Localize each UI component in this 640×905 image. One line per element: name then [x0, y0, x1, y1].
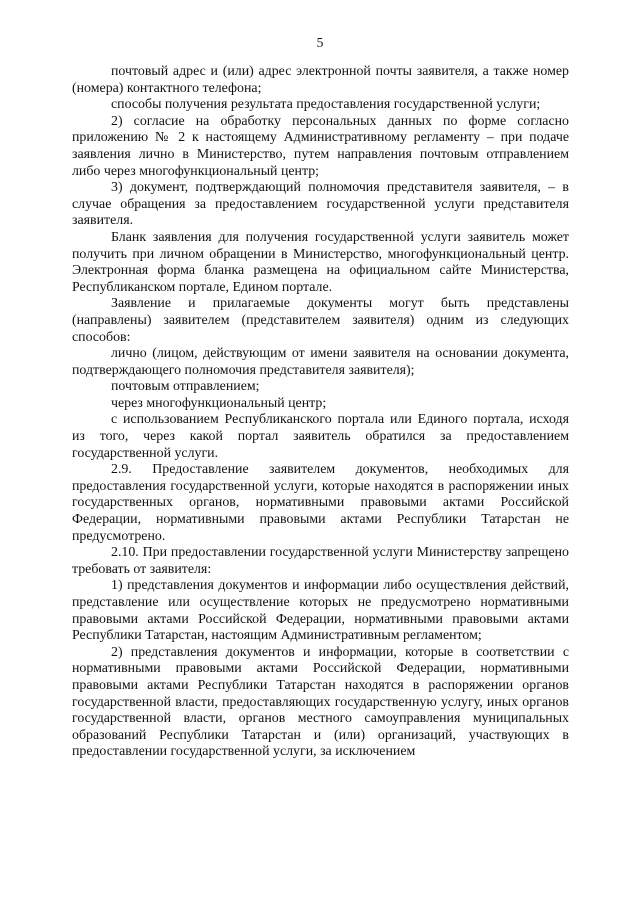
paragraph: Бланк заявления для получения государственной услуги заявитель может получить при личном обращении в Министерство, многофункциональный центр. Электронная форма бланка размещена на официальном сайте Министерства, Республиканском портале, Едином портале.: [72, 229, 569, 295]
paragraph: с использованием Республиканского портала или Единого портала, исходя из того, через какой портал заявитель обратился за предоставлением государственной услуги.: [72, 412, 569, 461]
paragraph: через многофункциональный центр;: [111, 395, 327, 411]
paragraph: лично (лицом, действующим от имени заявителя на основании документа, подтверждающего полномочия представителя заявителя);: [72, 346, 569, 378]
paragraph: почтовый адрес и (или) адрес электронной почты заявителя, а также номер (номера) контактного телефона;: [72, 64, 569, 96]
paragraph: 2) представления документов и информации, которые в соответствии с нормативными правовыми актами Российской Федерации, нормативными правовыми актами Республики Татарстан находятся в распоряжении органов государственной власти, предоставляющих государственную услугу, иных органов государственной власти, органов местного самоуправления муниципальных образований Республики Татарстан и (или) организаций, участвующих в предоставлении государственной услуги, за исключением: [72, 644, 569, 760]
paragraph: 2.9. Предоставление заявителем документов, необходимых для предоставления государственной услуги, которые находятся в распоряжении иных государственных органов, нормативными правовыми актами Российской Федерации, нормативными правовыми актами Республики Татарстан не предусмотрено.: [72, 462, 569, 544]
paragraph: 2.10. При предоставлении государственной услуги Министерству запрещено требовать от заявителя:: [72, 545, 569, 577]
document-body: [72, 64, 569, 761]
paragraph: Заявление и прилагаемые документы могут быть представлены (направлены) заявителем (представителем заявителя) одним из следующих способов:: [72, 296, 569, 345]
paragraph: 1) представления документов и информации либо осуществления действий, представление или осуществление которых не предусмотрено нормативными правовыми актами Российской Федерации, нормативными правовыми актами Республики Татарстан, настоящим Административным регламентом;: [72, 578, 569, 644]
page-number: 5: [316, 35, 324, 50]
paragraph: почтовым отправлением;: [111, 379, 260, 395]
paragraph: способы получения результата предоставления государственной услуги;: [111, 97, 541, 113]
paragraph: 3) документ, подтверждающий полномочия представителя заявителя, – в случае обращения за предоставлением государственной услуги представителя заявителя.: [72, 180, 569, 229]
paragraph: 2) согласие на обработку персональных данных по форме согласно приложению № 2 к настоящему Административному регламенту – при подаче заявления лично в Министерство, путем направления почтовым отправлением либо через многофункциональный центр;: [72, 113, 569, 179]
